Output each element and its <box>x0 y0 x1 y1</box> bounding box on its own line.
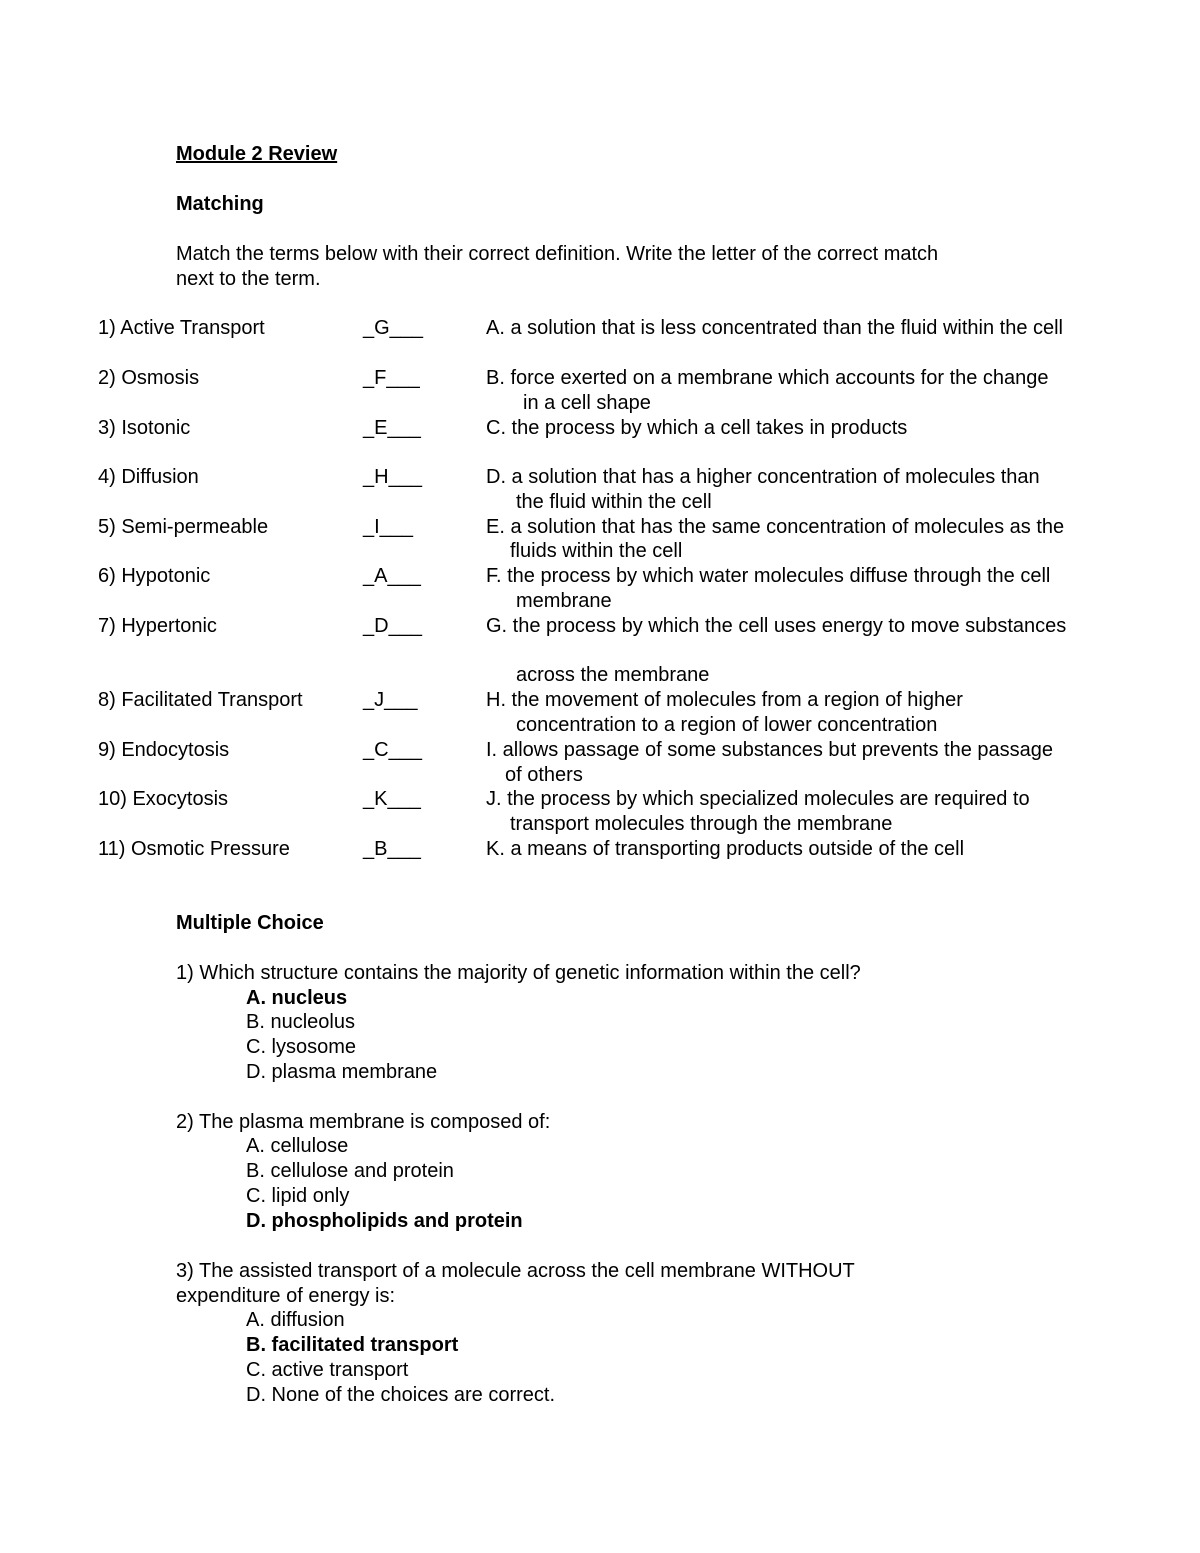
q3-option-d: D. None of the choices are correct. <box>246 1384 556 1406</box>
q1-option-d: D. plasma membrane <box>246 1061 438 1083</box>
term-10: 10) Exocytosis <box>98 788 229 810</box>
definition-j-cont: transport molecules through the membrane <box>510 813 893 835</box>
definition-k: K. a means of transporting products outside of the cell <box>486 838 965 860</box>
term-6: 6) Hypotonic <box>98 565 211 587</box>
definition-e: E. a solution that has the same concentration of molecules as the <box>486 516 1065 538</box>
term-5: 5) Semi-permeable <box>98 516 269 538</box>
answer-3: _E___ <box>363 417 421 439</box>
answer-11: _B___ <box>363 838 421 860</box>
instructions-line-2: next to the term. <box>176 268 321 290</box>
question-3-line-2: expenditure of energy is: <box>176 1285 396 1307</box>
term-9: 9) Endocytosis <box>98 739 230 761</box>
definition-i: I. allows passage of some substances but prevents the passage <box>486 739 1054 761</box>
definition-b-cont: in a cell shape <box>523 392 651 414</box>
answer-4: _H___ <box>363 466 422 488</box>
term-8: 8) Facilitated Transport <box>98 689 303 711</box>
definition-i-cont: of others <box>505 764 583 786</box>
term-1: 1) Active Transport <box>98 317 265 339</box>
q1-option-c: C. lysosome <box>246 1036 357 1058</box>
answer-8: _J___ <box>363 689 418 711</box>
definition-d-cont: the fluid within the cell <box>516 491 712 513</box>
definition-j: J. the process by which specialized molecules are required to <box>486 788 1030 810</box>
definition-f: F. the process by which water molecules diffuse through the cell <box>486 565 1051 587</box>
answer-10: _K___ <box>363 788 421 810</box>
instructions-line-1: Match the terms below with their correct definition. Write the letter of the correct match <box>176 243 939 265</box>
q1-option-a: A. nucleus <box>246 987 348 1009</box>
q2-option-b: B. cellulose and protein <box>246 1160 454 1182</box>
q1-option-b: B. nucleolus <box>246 1011 355 1033</box>
definition-h-cont: concentration to a region of lower concentration <box>516 714 938 736</box>
q2-option-a: A. cellulose <box>246 1135 349 1157</box>
q3-option-a: A. diffusion <box>246 1309 345 1331</box>
answer-9: _C___ <box>363 739 422 761</box>
multiple-choice-heading: Multiple Choice <box>176 912 324 934</box>
definition-h: H. the movement of molecules from a region of higher <box>486 689 963 711</box>
page-title: Module 2 Review <box>176 143 338 165</box>
answer-2: _F___ <box>363 367 420 389</box>
answer-1: _G___ <box>363 317 424 339</box>
q3-option-b: B. facilitated transport <box>246 1334 459 1356</box>
definition-b: B. force exerted on a membrane which accounts for the change <box>486 367 1049 389</box>
definition-c: C. the process by which a cell takes in products <box>486 417 908 439</box>
question-2: 2) The plasma membrane is composed of: <box>176 1111 551 1133</box>
term-4: 4) Diffusion <box>98 466 199 488</box>
definition-f-cont: membrane <box>516 590 612 612</box>
question-1: 1) Which structure contains the majority of genetic information within the cell? <box>176 962 861 984</box>
question-3-line-1: 3) The assisted transport of a molecule across the cell membrane WITHOUT <box>176 1260 855 1282</box>
q2-option-c: C. lipid only <box>246 1185 350 1207</box>
term-11: 11) Osmotic Pressure <box>98 838 290 860</box>
term-2: 2) Osmosis <box>98 367 200 389</box>
term-7: 7) Hypertonic <box>98 615 217 637</box>
definition-a: A. a solution that is less concentrated than the fluid within the cell <box>486 317 1064 339</box>
term-3: 3) Isotonic <box>98 417 191 439</box>
definition-d: D. a solution that has a higher concentration of molecules than <box>486 466 1040 488</box>
q3-option-c: C. active transport <box>246 1359 409 1381</box>
definition-e-cont: fluids within the cell <box>510 540 683 562</box>
matching-heading: Matching <box>176 193 264 215</box>
answer-7: _D___ <box>363 615 422 637</box>
answer-6: _A___ <box>363 565 421 587</box>
definition-g: G. the process by which the cell uses energy to move substances <box>486 615 1067 637</box>
q2-option-d: D. phospholipids and protein <box>246 1210 523 1232</box>
definition-g-cont: across the membrane <box>516 664 710 686</box>
answer-5: _I___ <box>363 516 414 538</box>
